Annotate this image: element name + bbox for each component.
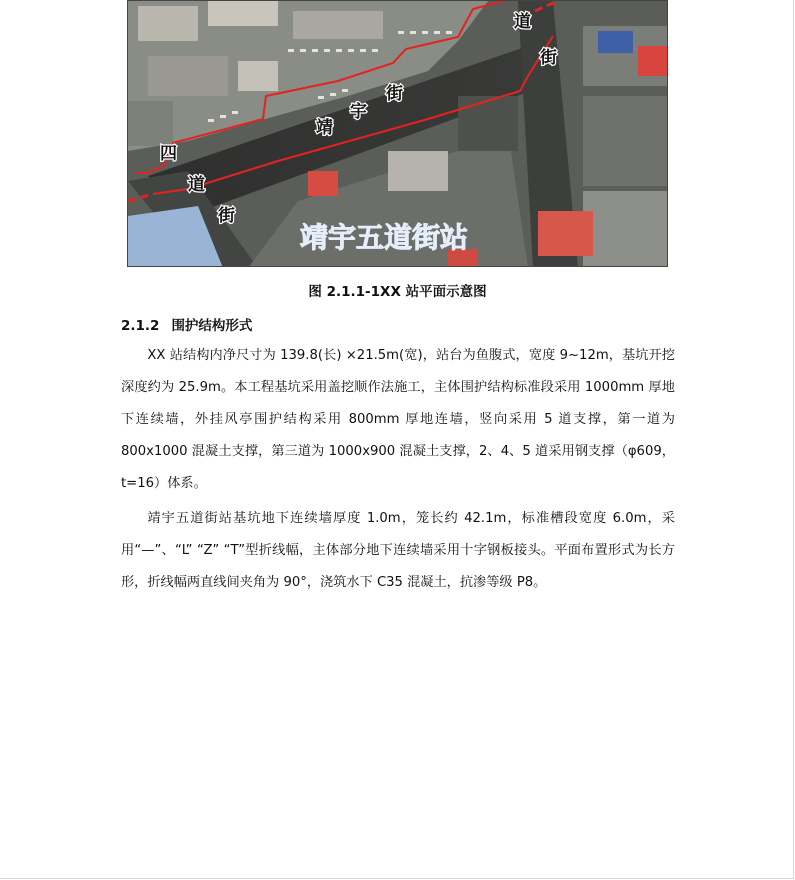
body-paragraph-1: XX 站结构内净尺寸为 139.8(长) ×21.5m(宽)，站台为鱼腹式，宽度 9~12m，基坑开挖深度约为 25.9m。本工程基坑采用盖挖顺作法施工，主体围护结构标准段采用 1000mm 厚地下连续墙，外挂风亭围护结构采用 800mm 厚地连墙，竖向采用 5 道支撑，第一道为 800x1000 混凝土支撑，第三道为 1000x900 混凝土支撑，2、4、5 道采用钢支撑（φ609，t=16）体系。 (121, 348, 675, 491)
street-label: 街 (386, 84, 403, 104)
street-label: 宇 (350, 102, 367, 122)
red-roof (638, 46, 668, 76)
red-roof-3 (538, 211, 593, 256)
red-roof-2 (308, 171, 338, 196)
aerial-map-svg (128, 1, 668, 267)
street-label: 道 (188, 175, 205, 195)
blue-roof (598, 31, 633, 53)
body-paragraph-2: 靖宇五道街站基坑地下连续墙厚度 1.0m，笼长约 42.1m，标准槽段宽度 6.0m，采用“—”、“L” “Z” “T”型折线幅，主体部分地下连续墙采用十字钢板接头。平面布置形式为长方形，折线幅两直线间夹角为 90°，浇筑水下 C35 混凝土，抗渗等级 P8。 (121, 511, 675, 590)
street-label: 街 (540, 48, 557, 68)
section-title: 围护结构形式 (171, 318, 253, 334)
street-label: 街 (218, 206, 235, 226)
station-name-label: 靖宇五道街站 (300, 221, 469, 254)
figure-caption: 图 2.1.1-1XX 站平面示意图 (308, 284, 487, 300)
street-label: 四 (160, 144, 177, 164)
street-label: 靖 (316, 118, 333, 138)
section-heading (121, 314, 252, 334)
street-label: 道 (514, 12, 531, 32)
section-number: 2.1.2 (121, 318, 160, 334)
aerial-site-map (127, 0, 668, 267)
